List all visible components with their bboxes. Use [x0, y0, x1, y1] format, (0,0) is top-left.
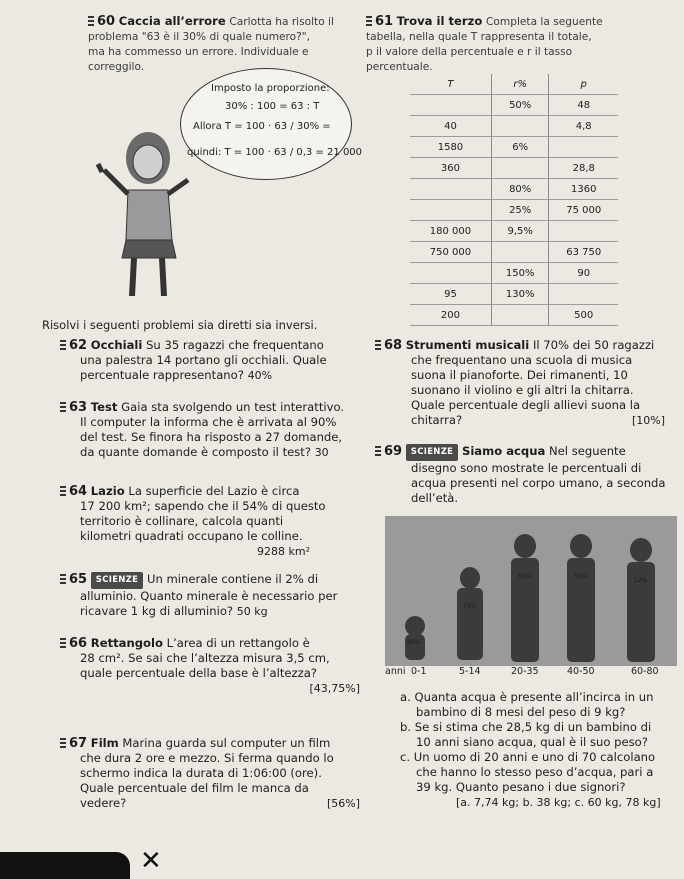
table-cell [491, 116, 549, 137]
table-cell [549, 221, 618, 242]
answer: [a. 7,74 kg; b. 38 kg; c. 60 kg, 78 kg] [456, 796, 661, 809]
table-cell: 200 [410, 305, 491, 326]
answer: [43,75%] [309, 682, 360, 695]
table-row [410, 200, 618, 221]
exercise-62: 62 Occhiali Su 35 ragazzi che frequentano una palestra 14 portano gli occhiali. Quale percentuale rappresentano? 40% [60, 338, 360, 383]
table-cell: 1360 [549, 179, 618, 200]
difficulty-marker-icon [60, 638, 66, 648]
exercise-64: 64 Lazio La superficie del Lazio è circa 17 200 km²; sapendo che il 54% di questo territorio è collinare, calcola quanti kilometri quadrati occupano le colline. 9288 km² [60, 484, 360, 559]
table-row [410, 221, 618, 242]
table-cell: 360 [410, 158, 491, 179]
age-labels [385, 666, 677, 678]
table-cell: 500 [549, 305, 618, 326]
media-overlay-bar[interactable] [0, 852, 130, 879]
answer: 40% [247, 369, 273, 382]
difficulty-marker-icon [60, 486, 66, 496]
difficulty-marker-icon [60, 402, 66, 412]
table-cell: 48 [549, 95, 618, 116]
table-row [410, 263, 618, 284]
exercise-69-questions: a. Quanta acqua è presente all’incirca in un bambino di 8 mesi del peso di 9 kg? b. Se si stima che 28,5 kg di un bambino di 10 anni siano acqua, qual è il suo peso? c. Un uomo di 20 anni e uno di 70 calcolano che hanno lo stesso peso d’acqua, pari a 39 kg. Quanto pesano i due signori? [a. 7,74 kg; b. 38 kg; c. 60 kg, 78 kg] [400, 690, 684, 810]
exercise-68: 68 Strumenti musicali Il 70% dei 50 ragazzi che frequentano una scuola di musica suona il pianoforte. Dei rimanenti, 10 suonano il violino e gli altri la chitarra. Quale percentuale degli allievi suona la chitarra? [10%] [375, 338, 671, 428]
table-row [410, 95, 618, 116]
exercise-67: 67 Film Marina guarda sul computer un film che dura 2 ore e mezzo. Si ferma quando lo schermo indica la durata di 1:06:00 (ore). Quale percentuale del film le manca da vedere? [56%] [60, 736, 370, 811]
table-cell: 25% [491, 200, 549, 221]
table-cell: 80% [491, 179, 549, 200]
table-cell: 6% [491, 137, 549, 158]
difficulty-marker-icon [88, 16, 94, 26]
table-cell: 90 [549, 263, 618, 284]
science-badge: SCIENZE [406, 444, 459, 461]
table-cell [549, 284, 618, 305]
ages-label: anni [385, 666, 406, 677]
section-heading: Risolvi i seguenti problemi sia diretti sia inversi. [42, 318, 318, 332]
bubble-line: 30% : 100 = 63 : T [225, 101, 320, 112]
answer: [10%] [631, 414, 665, 427]
table-cell: 150% [491, 263, 549, 284]
exercise-66: 66 Rettangolo L’area di un rettangolo è 28 cm². Se sai che l’altezza misura 3,5 cm, quale percentuale della base è l’altezza? [43,75%] [60, 636, 370, 696]
percent-table [410, 74, 618, 326]
table-cell: 180 000 [410, 221, 491, 242]
table-row [410, 116, 618, 137]
table-cell: 9,5% [491, 221, 549, 242]
difficulty-marker-icon [375, 446, 381, 456]
question-a: a. Quanta acqua è presente all’incirca in un [400, 690, 654, 704]
column-header: T [410, 74, 491, 95]
answer: [56%] [326, 797, 360, 810]
age-group: 60-80 [631, 666, 659, 677]
age-group: 40-50 [567, 666, 595, 677]
answer: 50 kg [236, 605, 268, 618]
table-row [410, 179, 618, 200]
exercise-63: 63 Test Gaia sta svolgendo un test interattivo. Il computer la informa che è arrivata al 90% del test. Se finora ha risposto a 27 domande, da quante domande è composto il test? 30 [60, 400, 370, 460]
table-cell [410, 263, 491, 284]
table-row [410, 137, 618, 158]
difficulty-marker-icon [375, 340, 381, 350]
table-cell [491, 305, 549, 326]
table-cell: 63 750 [549, 242, 618, 263]
table-cell [410, 179, 491, 200]
table-cell: 50% [491, 95, 549, 116]
bubble-line: Allora T = 100 · 63 / 30% = [193, 121, 331, 132]
table-cell: 40 [410, 116, 491, 137]
girl-illustration [92, 120, 202, 300]
table-cell [491, 158, 549, 179]
water-percent-label: 75% [463, 603, 477, 610]
difficulty-marker-icon [60, 738, 66, 748]
column-header: p [549, 74, 618, 95]
water-body-figure [385, 516, 677, 678]
age-group: 5-14 [459, 666, 481, 677]
table-cell [410, 95, 491, 116]
water-percent-label: 80% [407, 639, 421, 646]
close-icon[interactable]: ✕ [140, 846, 162, 876]
table-cell: 4,8 [549, 116, 618, 137]
question-b: b. Se si stima che 28,5 kg di un bambino di [400, 720, 652, 734]
table-cell [410, 200, 491, 221]
science-badge: SCIENZE [91, 572, 144, 589]
table-cell: 75 000 [549, 200, 618, 221]
speech-bubble [180, 68, 363, 180]
column-header: r% [491, 74, 549, 95]
table-header-row [410, 74, 618, 95]
water-percent-label: 52% [634, 577, 648, 584]
exercise-69: 69 SCIENZE Siamo acqua Nel seguente disegno sono mostrate le percentuali di acqua presenti nel corpo umano, a seconda dell’età. [375, 444, 671, 506]
exercise-61: 61 Trova il terzo Completa la seguente tabella, nella quale T rappresenta il totale, p il valore della percentuale e r il tasso percentuale. [366, 14, 603, 73]
exercise-65: 65 SCIENZE Un minerale contiene il 2% di alluminio. Quanto minerale è necessario per ricavare 1 kg di alluminio? 50 kg [60, 572, 360, 619]
question-c: c. Un uomo di 20 anni e uno di 70 calcolano [400, 750, 656, 764]
table-row [410, 305, 618, 326]
table-cell: 95 [410, 284, 491, 305]
answer: 9288 km² [257, 545, 310, 558]
age-group: 20-35 [511, 666, 539, 677]
difficulty-marker-icon [60, 574, 66, 584]
table-cell [491, 242, 549, 263]
age-group: 0-1 [411, 666, 427, 677]
difficulty-marker-icon [60, 340, 66, 350]
table-cell: 750 000 [410, 242, 491, 263]
bubble-line: Imposto la proporzione: [211, 83, 330, 94]
table-cell: 1580 [410, 137, 491, 158]
table-row [410, 158, 618, 179]
table-row [410, 242, 618, 263]
table-cell: 28,8 [549, 158, 618, 179]
water-percent-label: 55% [574, 573, 588, 580]
table-cell [549, 137, 618, 158]
table-cell: 130% [491, 284, 549, 305]
table-row [410, 284, 618, 305]
difficulty-marker-icon [366, 16, 372, 26]
bubble-line: quindi: T = 100 · 63 / 0,3 = 21 000 [187, 147, 363, 158]
water-percent-label: 65% [518, 573, 532, 580]
human-silhouettes [385, 516, 677, 666]
exercise-60: 60 Caccia all’errore Carlotta ha risolto il problema "63 è il 30% di quale numero?", ma ha commesso un errore. Individuale e correggilo. [88, 14, 334, 73]
answer: 30 [314, 446, 329, 459]
